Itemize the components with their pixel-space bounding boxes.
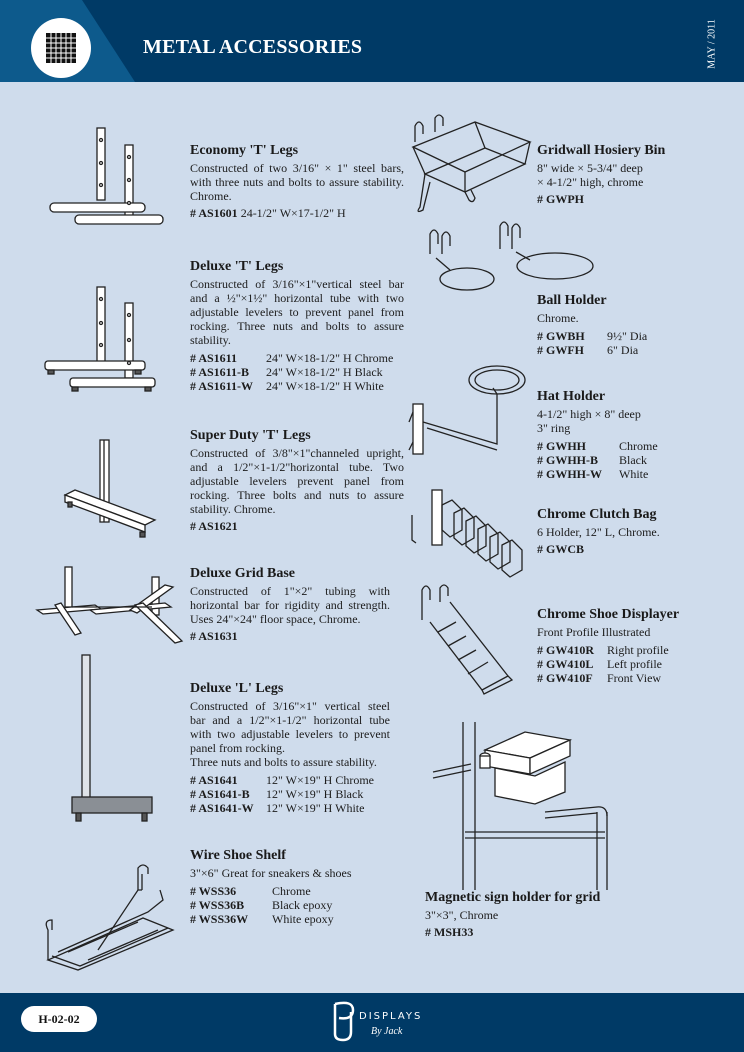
variant-row	[190, 773, 390, 787]
variant-row	[190, 898, 404, 912]
variant-spec: Left profile	[607, 657, 662, 671]
product-dimension-line: 3" ring	[537, 421, 571, 435]
product-name: Chrome Shoe Displayer	[537, 607, 680, 622]
product-description: Constructed of 3/16"×1"vertical steel bar and a ½"×1½" horizontal tube with two adjustable levelers to prevent panel from rocking. Three nuts and bolts to assure stability.	[190, 277, 404, 347]
variant-spec: 12" W×19" H White	[266, 801, 365, 815]
variant-code: # GW410R	[537, 643, 594, 657]
product-description: 3"×6" Great for sneakers & shoes	[190, 866, 352, 880]
variant-row	[190, 884, 404, 898]
product-description-extra: Three nuts and bolts to assure stability.	[190, 755, 377, 769]
product-sku-row	[425, 925, 645, 939]
product-name: Deluxe Grid Base	[190, 566, 295, 581]
wire-shoe-shelf-drawing	[38, 860, 178, 990]
product-sku-row	[537, 192, 727, 206]
product-hosiery-bin	[537, 143, 727, 206]
variant-code: # WSS36	[190, 884, 237, 898]
product-shoe-displayer	[537, 607, 737, 685]
product-dimension-line: 4-1/2" high × 8" deep	[537, 407, 641, 421]
variant-spec: White epoxy	[272, 912, 334, 926]
product-ball-holder	[537, 293, 727, 357]
page-number-badge: H-02-02	[21, 1006, 97, 1032]
variant-spec: Black	[619, 453, 647, 467]
variant-code: # GWHH-B	[537, 453, 599, 467]
grid-icon	[46, 33, 76, 63]
variant-row	[537, 671, 737, 685]
variant-code: # AS1611-W	[190, 379, 254, 393]
product-description: Constructed of two 3/16" × 1" steel bars, with three nuts and bolts to assure stability. Chrome.	[190, 161, 404, 203]
variant-spec: Right profile	[607, 643, 669, 657]
magnetic-sign-holder-drawing	[425, 712, 625, 897]
variant-spec: 12" W×19" H Chrome	[266, 773, 374, 787]
variant-spec: White	[619, 467, 649, 481]
variant-row	[537, 453, 727, 467]
product-code: # GWCB	[537, 542, 585, 556]
date-label-box	[684, 16, 740, 72]
variant-code: # AS1611-B	[190, 365, 250, 379]
variant-code: # AS1641	[190, 773, 238, 787]
deluxe-l-legs-drawing	[68, 650, 158, 840]
product-hat-holder	[537, 389, 727, 481]
product-economy-t-legs	[190, 143, 404, 220]
date-label: MAY / 2011	[706, 19, 718, 69]
product-sku-row	[190, 206, 404, 220]
product-name: Deluxe 'T' Legs	[190, 259, 284, 274]
variant-row	[537, 343, 727, 357]
variant-spec: 24" W×18-1/2" H Chrome	[266, 351, 394, 365]
variant-row	[190, 801, 390, 815]
product-code: # GWPH	[537, 192, 584, 206]
product-name: Deluxe 'L' Legs	[190, 681, 284, 696]
variant-row	[190, 351, 404, 365]
product-description: Front Profile Illustrated	[537, 625, 651, 639]
variant-spec: 24" W×18-1/2" H White	[266, 379, 384, 393]
product-name: Chrome Clutch Bag	[537, 507, 657, 522]
product-wire-shoe-shelf	[190, 848, 404, 926]
product-code: # AS1631	[190, 629, 238, 643]
product-super-duty-t-legs	[190, 428, 404, 533]
product-clutch-bag	[537, 507, 727, 556]
variant-code: # GWHH	[537, 439, 587, 453]
variant-row	[190, 912, 404, 926]
variant-row	[537, 329, 727, 343]
variant-row	[190, 379, 404, 393]
product-description: Constructed of 1"×2" tubing with horizontal bar for rigidity and strength. Uses 24"×24" floor space, Chrome.	[190, 584, 390, 626]
variant-row	[190, 787, 390, 801]
brand-logo	[323, 996, 433, 1046]
variant-code: # AS1641-W	[190, 801, 254, 815]
variant-spec: 24" W×18-1/2" H Black	[266, 365, 383, 379]
variant-code: # GW410F	[537, 671, 593, 685]
variant-row	[537, 467, 727, 481]
product-name: Economy 'T' Legs	[190, 143, 299, 158]
product-description: 3"×3", Chrome	[425, 908, 499, 922]
product-code: # AS1621	[190, 519, 238, 533]
variant-code: # AS1641-B	[190, 787, 250, 801]
variant-code: # GWFH	[537, 343, 584, 357]
variant-row	[537, 439, 727, 453]
product-description: Constructed of 3/8"×1"channeled upright, and a 1/2"×1-1/2"horizontal tube. Two adjustable levelers prevent panel from rocking. Three bolts and nuts to assure stability. Chrome.	[190, 446, 404, 516]
clutch-bag-holder-drawing	[402, 485, 532, 590]
product-code: # MSH33	[425, 925, 474, 939]
variant-code: # GW410L	[537, 657, 594, 671]
product-magnetic-sign-holder	[425, 890, 645, 939]
economy-t-legs-drawing	[45, 125, 165, 240]
hat-holder-drawing	[405, 362, 535, 467]
variant-code: # WSS36B	[190, 898, 245, 912]
variant-code: # GWBH	[537, 329, 585, 343]
product-description: Constructed of 3/16"×1" vertical steel bar and a 1/2"×1-1/2" horizontal tube with two adjustable levelers to prevent panel from rocking.	[190, 699, 390, 755]
variant-row	[537, 643, 737, 657]
deluxe-grid-base-drawing	[35, 565, 185, 655]
deluxe-t-legs-drawing	[40, 285, 160, 400]
variant-code: # AS1611	[190, 351, 238, 365]
product-sku-row	[537, 542, 727, 556]
variant-code: # WSS36W	[190, 912, 249, 926]
product-name: Magnetic sign holder for grid	[425, 890, 601, 905]
product-sku-row	[190, 629, 390, 643]
product-deluxe-grid-base	[190, 566, 390, 643]
variant-spec: 12" W×19" H Black	[266, 787, 364, 801]
ball-holder-drawing	[420, 214, 600, 299]
product-description: Chrome.	[537, 311, 579, 325]
product-description: 6 Holder, 12" L, Chrome.	[537, 525, 660, 539]
variant-spec: Front View	[607, 671, 662, 685]
variant-row	[537, 657, 737, 671]
product-code: # AS1601	[190, 206, 238, 220]
variant-spec: Black epoxy	[272, 898, 333, 912]
super-duty-t-legs-drawing	[60, 435, 170, 550]
product-deluxe-l-legs	[190, 681, 390, 815]
product-dimension-line: × 4-1/2" high, chrome	[537, 175, 644, 189]
product-name: Wire Shoe Shelf	[190, 848, 286, 863]
hosiery-bin-drawing	[405, 112, 535, 227]
product-sku-row	[190, 519, 404, 533]
variant-row	[190, 365, 404, 379]
product-name: Gridwall Hosiery Bin	[537, 143, 666, 158]
product-name: Hat Holder	[537, 389, 606, 404]
variant-spec: Chrome	[619, 439, 658, 453]
variant-spec: 9½" Dia	[607, 329, 648, 343]
product-deluxe-t-legs	[190, 259, 404, 393]
page-title: METAL ACCESSORIES	[143, 36, 363, 58]
product-name: Ball Holder	[537, 293, 607, 308]
product-size: 24-1/2" W×17-1/2" H	[240, 206, 346, 220]
brand-mark-icon	[329, 998, 357, 1042]
brand-name: DISPLAYS	[359, 1011, 423, 1022]
product-name: Super Duty 'T' Legs	[190, 428, 311, 443]
brand-tagline: By Jack	[371, 1026, 403, 1037]
product-dimension-line: 8" wide × 5-3/4" deep	[537, 161, 643, 175]
shoe-displayer-drawing	[412, 580, 522, 700]
variant-spec: Chrome	[272, 884, 311, 898]
variant-spec: 6" Dia	[607, 343, 639, 357]
variant-code: # GWHH-W	[537, 467, 602, 481]
